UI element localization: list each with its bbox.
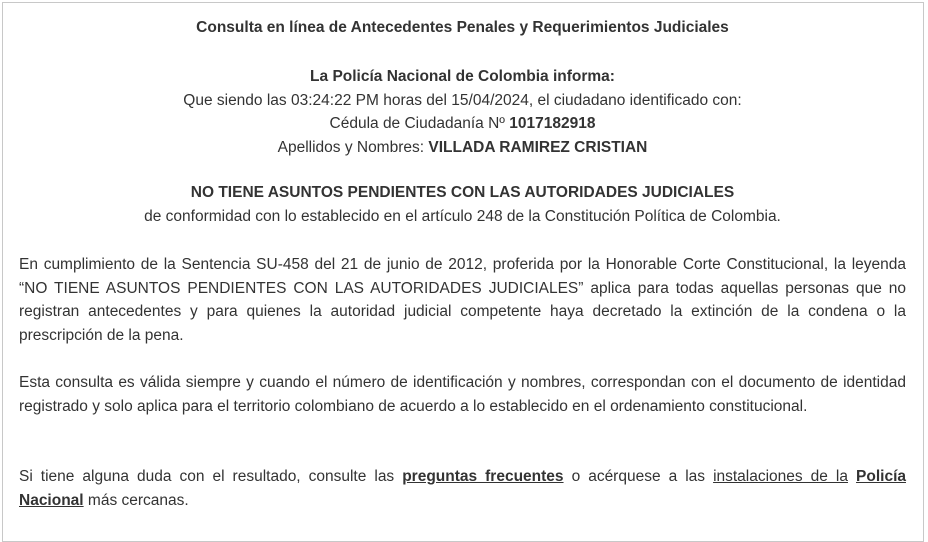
result-status: NO TIENE ASUNTOS PENDIENTES CON LAS AUTORIDADES JUDICIALES	[190, 184, 735, 201]
id-number: 1017182918	[509, 115, 596, 132]
result-block	[19, 181, 906, 228]
informa-block	[19, 65, 906, 159]
installations-link[interactable]: instalaciones de la	[713, 468, 849, 485]
contact-paragraph	[19, 465, 906, 512]
id-label: Cédula de Ciudadanía Nº	[329, 115, 505, 132]
result-basis: de conformidad con lo establecido en el artículo 248 de la Constitución Política de Colombia.	[144, 207, 781, 225]
validity-paragraph: Esta consulta es válida siempre y cuando el número de identificación y nombres, correspondan con el documento de identidad registrado y solo aplica para el territorio colombiano de acuerdo a lo establecido en el ordenamiento constitucional.	[19, 374, 906, 415]
time-prefix: Que siendo las	[183, 91, 287, 109]
names-label: Apellidos y Nombres:	[277, 138, 425, 156]
contact-prefix: Si tiene alguna duda con el resultado, consulte las	[19, 468, 395, 485]
query-time: 03:24:22 PM	[290, 91, 379, 109]
query-date: 15/04/2024	[451, 91, 529, 109]
id-line	[19, 112, 906, 136]
result-panel	[2, 2, 924, 542]
informa-heading: La Policía Nacional de Colombia informa:	[310, 68, 615, 85]
page-title: Consulta en línea de Antecedentes Penales y Requerimientos Judiciales	[196, 19, 729, 36]
time-suffix: , el ciudadano identificado con:	[528, 91, 742, 109]
sentencia-paragraph: En cumplimiento de la Sentencia SU-458 del 21 de junio de 2012, proferida por la Honorable Corte Constitucional, la leyenda “NO TIENE ASUNTOS PENDIENTES CON LAS AUTORIDADES JUDICIALES” aplica para todas aquellas personas que no registran antecedentes y para quienes la autoridad judicial competente haya decretado la extinción de la condena o la prescripción de la pena.	[19, 256, 906, 344]
time-mid: horas del	[383, 91, 447, 109]
names-value: VILLADA RAMIREZ CRISTIAN	[428, 138, 648, 156]
contact-middle: o acérquese a las	[571, 468, 706, 485]
informa-line-1	[19, 89, 906, 113]
names-line	[19, 136, 906, 160]
police-link[interactable]: Policía Nacional	[19, 468, 906, 509]
faq-link[interactable]: preguntas frecuentes	[402, 468, 564, 485]
contact-suffix: más cercanas.	[87, 491, 189, 509]
